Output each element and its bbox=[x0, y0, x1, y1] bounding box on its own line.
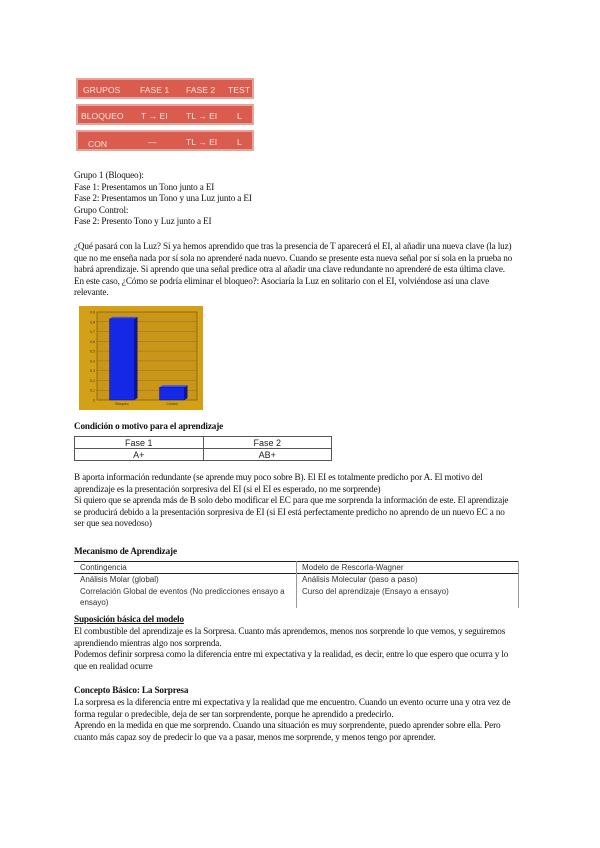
y-tick-label: 0,9 bbox=[90, 310, 95, 315]
y-tick-label: 0,3 bbox=[90, 369, 95, 374]
bar-side bbox=[185, 385, 188, 400]
design-table-header-row bbox=[76, 78, 254, 99]
cell-fase1: — bbox=[148, 137, 157, 147]
cell-fase1: T → EI bbox=[141, 111, 168, 121]
mechanism-cell: ensayo) bbox=[80, 598, 109, 607]
text-line: Fase 2: Presentamos un Tono y una Luz junto a EI bbox=[74, 193, 252, 203]
text-line: se producirá debido a la presentación sorpresiva de EI (si EI está perfectamente predicho no aprendo de un nuevo EC a no bbox=[74, 506, 505, 517]
cell-fase2: TL → EI bbox=[186, 137, 218, 147]
header-cell-grupos: GRUPOS bbox=[83, 85, 121, 95]
text-line: que en realidad ocurre bbox=[74, 660, 153, 671]
y-tick-label: 0,8 bbox=[90, 320, 95, 325]
table-header-cell: Fase 1 bbox=[75, 437, 204, 449]
text-line: Fase 2: Presento Tono y Luz junto a EI bbox=[74, 216, 212, 226]
text-line: En este caso, ¿Cómo se podría eliminar el bloqueo?: Asociaría la Luz en solitario con el EI, volviéndose así una clave bbox=[74, 275, 489, 286]
mechanism-header-right: Modelo de Rescorla-Wagner bbox=[302, 563, 404, 572]
table-cell: AB+ bbox=[203, 449, 332, 461]
text-line: Si quiero que se aprenda más de B solo debo modificar el EC para que me sorprenda la información de este. El aprendizaje bbox=[74, 495, 509, 505]
y-tick-label: 0 bbox=[93, 398, 95, 403]
mechanism-cell: Correlación Global de eventos (No predicciones ensayo a bbox=[80, 587, 285, 596]
y-tick-label: 0,7 bbox=[90, 330, 95, 335]
mechanism-heading: Mecanismo de Aprendizaje bbox=[74, 546, 177, 556]
condition-paragraph bbox=[74, 472, 508, 530]
bar-side bbox=[135, 317, 138, 400]
y-tick-label: 0,1 bbox=[90, 388, 95, 393]
assumption-heading: Suposición básica del modelo bbox=[74, 614, 184, 624]
text-line: ser que sea novedoso) bbox=[74, 518, 152, 528]
concept-heading: Concepto Básico: La Sorpresa bbox=[74, 685, 189, 695]
y-tick-label: 0,6 bbox=[90, 339, 95, 344]
mechanism-cell: Análisis Molar (global) bbox=[80, 575, 159, 584]
text-line: Grupo 1 (Bloqueo): bbox=[74, 170, 144, 180]
text-line: ¿Qué pasará con la Luz? Si ya hemos aprendido que tras la presencia de T aparecerá el EI, al añadir una nueva clave (la luz) bbox=[74, 241, 512, 251]
table-row bbox=[75, 437, 332, 449]
text-line: relevante. bbox=[74, 287, 109, 297]
concept-paragraph bbox=[74, 697, 510, 743]
question-paragraph bbox=[74, 241, 530, 299]
text-line: La sorpresa es la diferencia entre mi expectativa y la realidad que me encuentro. Cuando un evento ocurre una y otra vez de bbox=[74, 697, 511, 707]
condition-table bbox=[74, 436, 332, 461]
mechanism-cell: Análisis Molecular (paso a paso) bbox=[302, 575, 418, 584]
condition-heading: Condición o motivo para el aprendizaje bbox=[74, 421, 224, 431]
header-cell-test: TEST bbox=[228, 85, 250, 95]
cell-test: L bbox=[237, 137, 242, 147]
text-line: que no me enseña nada por sí sola no aprenderé nada nuevo. Cuando se presente esta nueva señal por sí sola en la prueba no bbox=[74, 252, 513, 263]
text-line: aprendiendo mientras algo nos sorprenda. bbox=[74, 637, 222, 648]
mechanism-col-divider bbox=[296, 561, 297, 608]
text-line: Fase 1: Presentamos un Tono junto a EI bbox=[74, 181, 215, 192]
x-tick-label: Bloqueo bbox=[115, 402, 129, 406]
cell-group: BLOQUEO bbox=[81, 111, 124, 121]
text-line: El combustible del aprendizaje es la Sorpresa. Cuanto más aprendemos, menos nos sorprende lo que vemos, y seguiremos bbox=[74, 626, 506, 636]
table-row bbox=[75, 449, 332, 461]
bar-top bbox=[110, 317, 138, 319]
bar-top bbox=[160, 385, 188, 387]
text-line: aprendizaje es la presentación sorpresiva del EI (si el EI es esperado, no me sorprende) bbox=[74, 483, 381, 494]
bar bbox=[160, 387, 185, 400]
cell-group: CON bbox=[88, 139, 108, 149]
y-tick-label: 0,2 bbox=[90, 378, 95, 383]
bar bbox=[110, 319, 135, 400]
cell-fase2: TL → EI bbox=[186, 111, 218, 121]
table-header-cell: Fase 2 bbox=[203, 437, 332, 449]
design-table-row-bloqueo bbox=[76, 104, 254, 125]
text-line: Grupo Control: bbox=[74, 204, 129, 215]
text-line: B aporta información redundante (se aprende muy poco sobre B). El EI es totalmente predicho por A. El motivo del bbox=[74, 472, 483, 482]
chart-svg bbox=[79, 306, 203, 410]
header-cell-fase2: FASE 2 bbox=[186, 85, 216, 95]
text-line: forma regular o predecible, deja de ser tan sorprendente, porque he aprendido a predecirlo. bbox=[74, 708, 394, 719]
mechanism-right-edge bbox=[518, 561, 519, 608]
table-cell: A+ bbox=[75, 449, 204, 461]
assumption-paragraph bbox=[74, 626, 508, 672]
x-tick-label: Control bbox=[166, 402, 178, 406]
text-line: habrá aprendizaje. Si aprendo que una señal predice otra al añadir una clave redundante no aprenderé de esta última clave. bbox=[74, 264, 505, 274]
y-tick-label: 0,5 bbox=[90, 349, 95, 354]
header-cell-fase1: FASE 1 bbox=[140, 85, 170, 95]
design-table-row-control bbox=[76, 130, 254, 151]
blocking-bar-chart bbox=[79, 306, 203, 410]
y-tick-label: 0,4 bbox=[90, 359, 95, 364]
groups-description bbox=[74, 170, 252, 228]
text-line: Aprendo en la medida en que me sorprendo. Cuando una situación es muy sorprendente, puedo aprender sobre ella. Pero bbox=[74, 720, 501, 730]
text-line: cuanto más capaz soy de predecir lo que va a pasar, menos me sorprende, y menos tengo por aprender. bbox=[74, 731, 436, 742]
mechanism-cell: Curso del aprendizaje (Ensayo a ensayo) bbox=[302, 587, 449, 596]
mechanism-header-left: Contingencia bbox=[80, 563, 127, 572]
text-line: Podemos definir sorpresa como la diferencia entre mi expectativa y la realidad, es decir, entre lo que espero que ocurra y lo bbox=[74, 649, 509, 659]
cell-test: L bbox=[237, 111, 242, 121]
